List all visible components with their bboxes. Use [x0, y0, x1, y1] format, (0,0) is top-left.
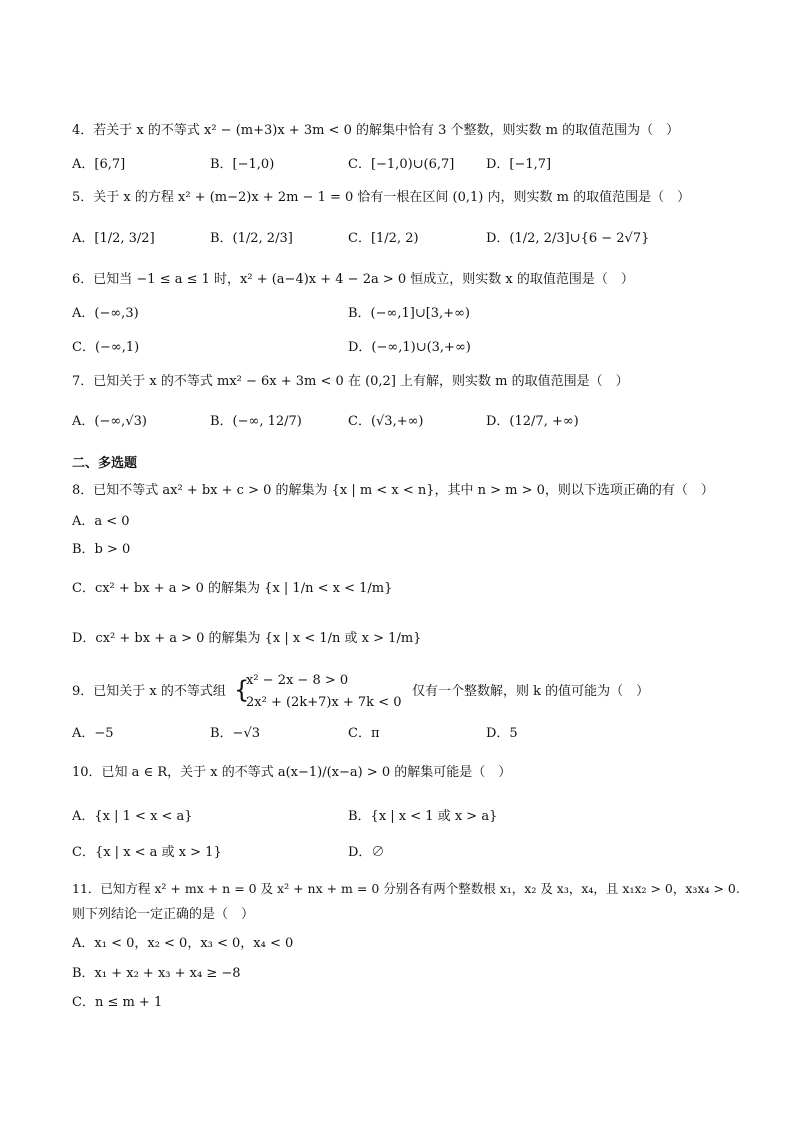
q9-option-b[interactable]: B．−√3 — [210, 726, 261, 741]
q5-option-b[interactable]: B．(1/2, 2/3] — [210, 231, 293, 246]
q8-option-a[interactable]: A．a < 0 — [72, 514, 130, 529]
section-heading-multiple-choice: 二、多选题 — [72, 456, 138, 471]
question-5-stem: 5．关于 x 的方程 x² + (m−2)x + 2m − 1 = 0 恰有一根在区间 (0,1) 内，则实数 m 的取值范围是（ ） — [72, 190, 691, 205]
q6-option-c[interactable]: C．(−∞,1) — [72, 340, 140, 355]
q4-option-c[interactable]: C．[−1,0)∪(6,7] — [348, 157, 455, 172]
q11-option-a[interactable]: A．x₁ < 0，x₂ < 0，x₃ < 0，x₄ < 0 — [72, 936, 294, 951]
q5-option-d[interactable]: D．(1/2, 2/3]∪{6 − 2√7} — [486, 231, 650, 246]
q6-option-b[interactable]: B．(−∞,1]∪[3,+∞) — [348, 306, 470, 321]
q9-option-c[interactable]: C．π — [348, 726, 380, 741]
q9-option-a[interactable]: A．−5 — [72, 726, 114, 741]
q8-option-d[interactable]: D．cx² + bx + a > 0 的解集为 {x | x < 1/n 或 x > 1/m} — [72, 631, 422, 646]
question-7-stem: 7．已知关于 x 的不等式 mx² − 6x + 3m < 0 在 (0,2] 上有解，则实数 m 的取值范围是（ ） — [72, 374, 629, 389]
q7-option-a[interactable]: A．(−∞,√3) — [72, 414, 147, 429]
q8-option-b[interactable]: B．b > 0 — [72, 542, 131, 557]
q4-option-a[interactable]: A．[6,7] — [72, 157, 126, 172]
question-6-stem: 6．已知当 −1 ≤ a ≤ 1 时，x² + (a−4)x + 4 − 2a > 0 恒成立，则实数 x 的取值范围是（ ） — [72, 272, 634, 287]
system-brace: { — [234, 676, 250, 704]
q6-option-a[interactable]: A．(−∞,3) — [72, 306, 139, 321]
question-11-stem-line1: 11．已知方程 x² + mx + n = 0 及 x² + nx + m = 0 分别各有两个整数根 x₁，x₂ 及 x₃，x₄，且 x₁x₂ > 0，x₃x₄ > 0. — [72, 881, 740, 896]
q10-option-b[interactable]: B．{x | x < 1 或 x > a} — [348, 809, 498, 824]
question-4-stem: 4．若关于 x 的不等式 x² − (m+3)x + 3m < 0 的解集中恰有 3 个整数，则实数 m 的取值范围为（ ） — [72, 123, 680, 138]
q5-option-c[interactable]: C．[1/2, 2) — [348, 231, 419, 246]
q7-option-c[interactable]: C．(√3,+∞) — [348, 414, 424, 429]
system-inequality-2: 2x² + (2k+7)x + 7k < 0 — [246, 695, 402, 710]
q9-option-d[interactable]: D．5 — [486, 726, 518, 741]
question-11-stem-line2: 则下列结论一定正确的是（ ） — [72, 907, 255, 922]
q10-option-d[interactable]: D．∅ — [348, 845, 385, 860]
q7-option-b[interactable]: B．(−∞, 12/7) — [210, 414, 302, 429]
q11-option-b[interactable]: B．x₁ + x₂ + x₃ + x₄ ≥ −8 — [72, 966, 241, 981]
question-8-stem: 8．已知不等式 ax² + bx + c > 0 的解集为 {x | m < x < n}，其中 n > m > 0，则以下选项正确的有（ ） — [72, 483, 714, 498]
question-9-stem-start: 9．已知关于 x 的不等式组 — [72, 684, 226, 699]
system-inequality-1: x² − 2x − 8 > 0 — [246, 673, 349, 688]
q10-option-c[interactable]: C．{x | x < a 或 x > 1} — [72, 845, 222, 860]
question-10-stem: 10．已知 a ∈ R，关于 x 的不等式 a(x−1)/(x−a) > 0 的解集可能是（ ） — [72, 765, 512, 780]
q4-option-b[interactable]: B．[−1,0) — [210, 157, 275, 172]
q8-option-c[interactable]: C．cx² + bx + a > 0 的解集为 {x | 1/n < x < 1/m} — [72, 581, 393, 596]
q11-option-c[interactable]: C．n ≤ m + 1 — [72, 995, 163, 1010]
q6-option-d[interactable]: D．(−∞,1)∪(3,+∞) — [348, 340, 471, 355]
question-9-stem-end: 仅有一个整数解，则 k 的值可能为（ ） — [412, 684, 650, 699]
q5-option-a[interactable]: A．[1/2, 3/2] — [72, 231, 155, 246]
q10-option-a[interactable]: A．{x | 1 < x < a} — [72, 809, 193, 824]
q4-option-d[interactable]: D．[−1,7] — [486, 157, 552, 172]
q7-option-d[interactable]: D．(12/7, +∞) — [486, 414, 579, 429]
